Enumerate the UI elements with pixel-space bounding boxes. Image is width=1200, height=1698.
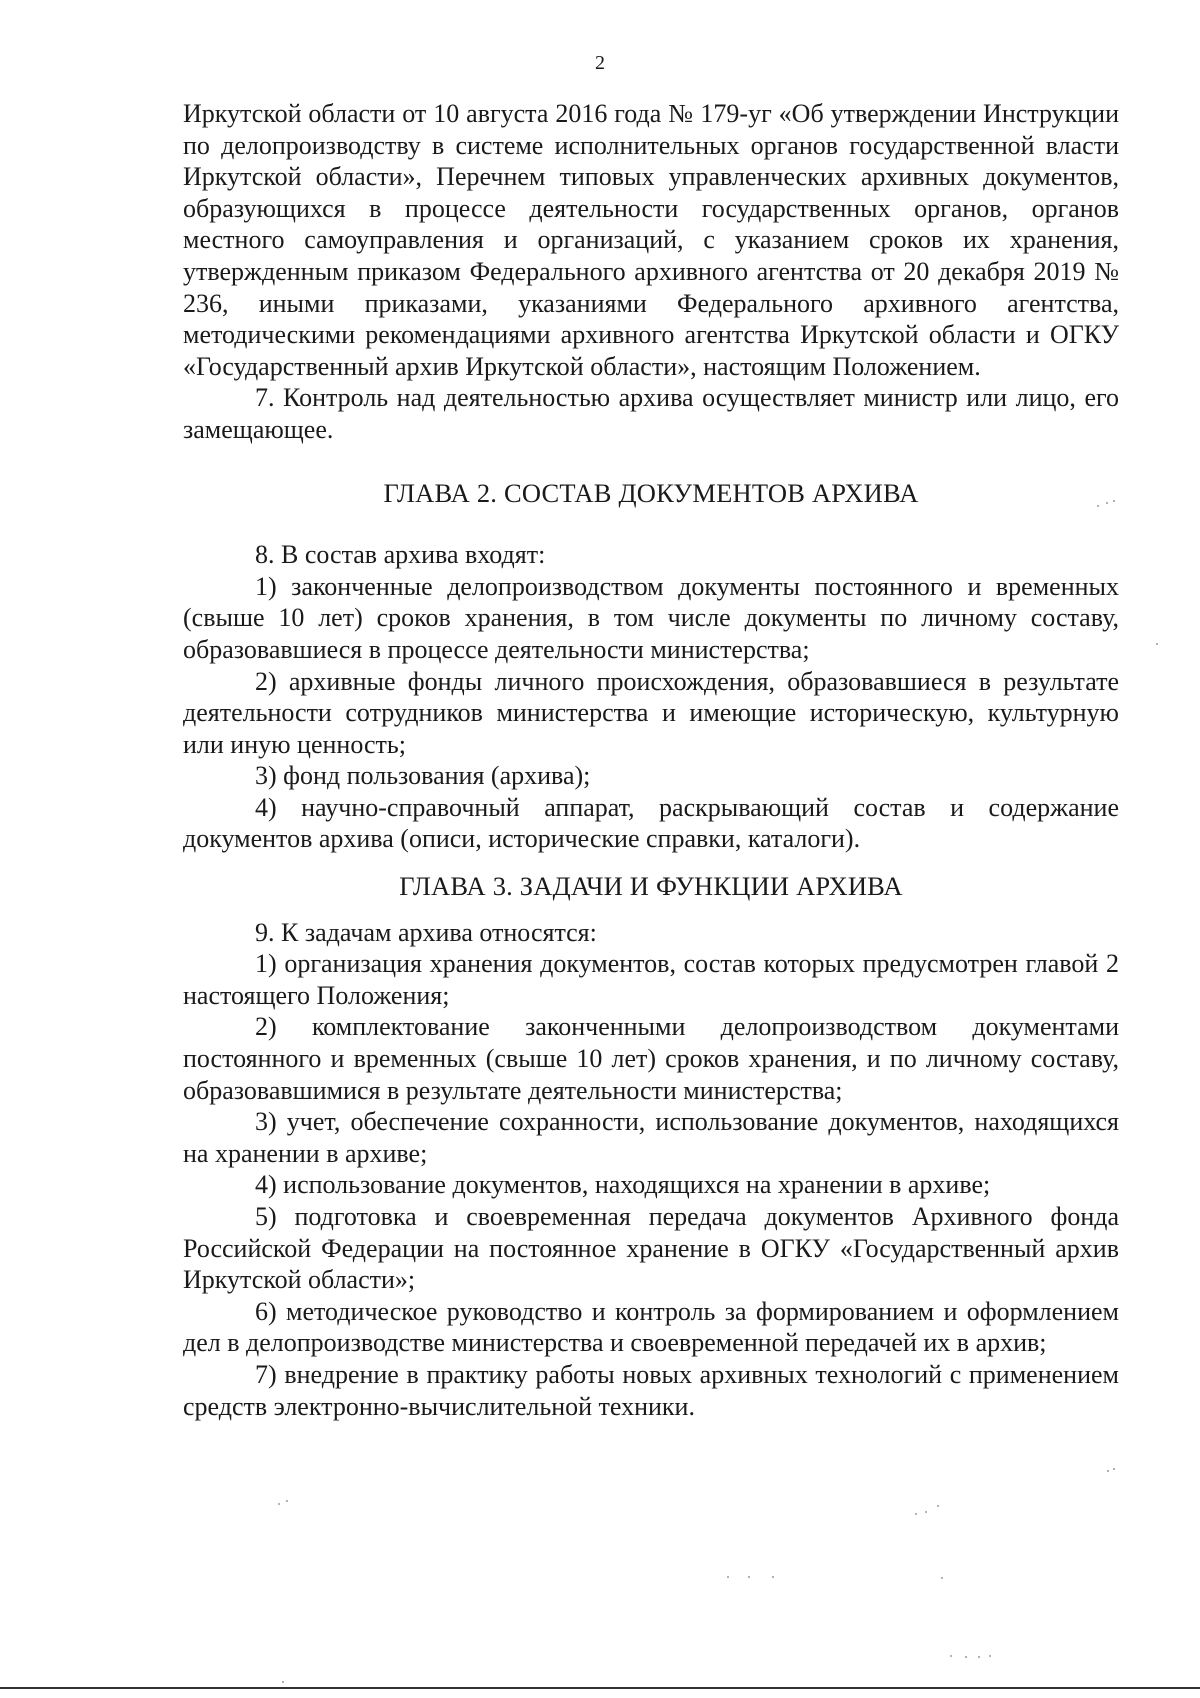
list-item-8-1: 1) законченные делопроизводством документы постоянного и временных (свыше 10 лет) сроков хранения, в том числе документы по личному составу, образовавшиеся в процессе деятельности министерства;: [183, 571, 1119, 664]
list-item-9-5: 5) подготовка и своевременная передача документов Архивного фонда Российской Федерации на постоянное хранение в ОГКУ «Государственный архив Иркутской области»;: [183, 1202, 1119, 1295]
paragraph-item-8: 8. В состав архива входят:: [255, 540, 546, 570]
scan-speck: [1113, 500, 1115, 502]
list-item-9-2: 2) комплектование законченными делопроизводством документами постоянного и временных (свыше 10 лет) сроков хранения, и по личному составу, образовавшимися в результате деятельности министерства;: [183, 1012, 1119, 1105]
scan-speck: [1107, 1470, 1109, 1472]
chapter-3-heading: ГЛАВА 3. ЗАДАЧИ И ФУНКЦИИ АРХИВА: [399, 871, 903, 902]
scan-speck: [941, 1577, 943, 1579]
scan-speck: [965, 1656, 967, 1658]
scan-speck: [286, 1500, 288, 1502]
list-item-8-4: 4) научно-справочный аппарат, раскрывающий состав и содержание документов архива (описи, исторические справки, каталоги).: [183, 792, 1119, 854]
scan-speck: [1113, 1468, 1115, 1470]
scan-speck: [978, 1656, 980, 1658]
scan-speck: [915, 1513, 917, 1515]
scan-speck: [989, 1655, 991, 1657]
paragraph-item-7: 7. Контроль над деятельностью архива осуществляет министр или лицо, его замещающее.: [183, 383, 1119, 444]
scan-speck: [937, 1505, 939, 1507]
scan-speck: [1106, 502, 1108, 504]
scan-speck: [950, 1655, 952, 1657]
list-item-8-3: 3) фонд пользования (архива);: [255, 761, 591, 791]
scan-speck: [1097, 505, 1099, 507]
list-item-9-7: 7) внедрение в практику работы новых архивных технологий с применением средств электронно-вычислительной техники.: [183, 1359, 1119, 1421]
paragraph-continuation: Иркутской области от 10 августа 2016 года № 179-уг «Об утверждении Инструкции по делопроизводству в системе исполнительных органов государственной власти Иркутской области», Перечнем типовых управленческих архивных документов, образующихся в процессе деятельности государственных органов, органов местного самоуправления и организаций, с указанием сроков их хранения, утвержденным приказом Федерального архивного агентства от 20 декабря 2019 № 236, иными приказами, указаниями Федерального архивного агентства, методическими рекомендациями архивного агентства Иркутской области и ОГКУ «Государственный архив Иркутской области», настоящим Положением.: [183, 99, 1119, 381]
scan-bottom-edge: [0, 1687, 1200, 1689]
list-item-9-3: 3) учет, обеспечение сохранности, использование документов, находящихся на хранении в архиве;: [183, 1107, 1119, 1168]
page-number: 2: [595, 52, 605, 74]
scan-speck: [1156, 643, 1158, 645]
scan-speck: [772, 1576, 774, 1578]
paragraph-item-9: 9. К задачам архива относятся:: [255, 917, 597, 947]
scan-speck: [748, 1576, 750, 1578]
list-item-9-6: 6) методическое руководство и контроль за формированием и оформлением дел в делопроизводстве министерства и своевременной передачей их в архив;: [183, 1296, 1119, 1358]
scan-speck: [282, 1681, 284, 1683]
chapter-2-heading: ГЛАВА 2. СОСТАВ ДОКУМЕНТОВ АРХИВА: [383, 477, 919, 508]
document-body: [183, 98, 1119, 1422]
list-item-9-1: 1) организация хранения документов, состав которых предусмотрен главой 2 настоящего Положения;: [183, 949, 1119, 1010]
scan-speck: [727, 1576, 729, 1578]
list-item-8-2: 2) архивные фонды личного происхождения, образовавшиеся в результате деятельности сотрудников министерства и имеющие историческую, культурную или иную ценность;: [183, 666, 1119, 759]
list-item-9-4: 4) использование документов, находящихся на хранении в архиве;: [255, 1170, 991, 1200]
scan-speck: [278, 1503, 280, 1505]
scan-speck: [925, 1511, 927, 1513]
